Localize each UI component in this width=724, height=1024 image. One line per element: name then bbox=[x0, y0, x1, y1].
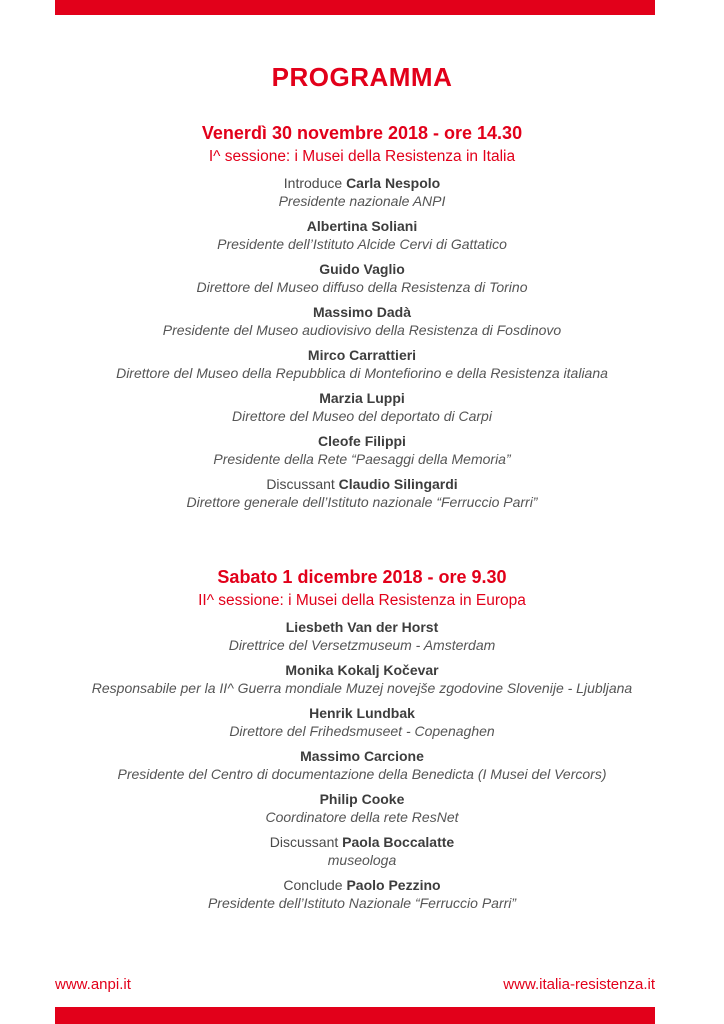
speaker-entry bbox=[0, 790, 724, 826]
speaker-line bbox=[0, 389, 724, 407]
speaker-entry bbox=[0, 217, 724, 253]
speaker-affiliation: Coordinatore della rete ResNet bbox=[265, 809, 459, 825]
page-title: PROGRAMMA bbox=[271, 62, 453, 92]
speaker-name: Carla Nespolo bbox=[346, 175, 441, 191]
speaker-name: Albertina Soliani bbox=[306, 218, 418, 234]
session-title: II^ sessione: i Musei della Resistenza in Europa bbox=[198, 592, 526, 609]
speaker-entry bbox=[0, 303, 724, 339]
speaker-affiliation: museologa bbox=[327, 852, 397, 868]
italia-resistenza-website-link[interactable]: www.italia-resistenza.it bbox=[503, 976, 655, 993]
speaker-line bbox=[0, 833, 724, 851]
speaker-name: Liesbeth Van der Horst bbox=[285, 619, 439, 635]
speaker-name: Philip Cooke bbox=[319, 791, 405, 807]
speaker-role-prefix: Introduce bbox=[283, 175, 347, 191]
speaker-line bbox=[0, 747, 724, 765]
speaker-line bbox=[0, 346, 724, 364]
speaker-line bbox=[0, 303, 724, 321]
speaker-entry bbox=[0, 475, 724, 511]
speaker-name: Massimo Carcione bbox=[300, 748, 424, 764]
session-date: Venerdì 30 novembre 2018 - ore 14.30 bbox=[201, 123, 523, 143]
speaker-affiliation: Direttore del Museo del deportato di Carpi bbox=[232, 408, 492, 424]
speaker-name: Massimo Dadà bbox=[312, 304, 412, 320]
speaker-affiliation: Responsabile per la II^ Guerra mondiale Muzej novejše zgodovine Slovenije - Ljubljana bbox=[91, 680, 633, 696]
speaker-role-prefix: Discussant bbox=[266, 476, 339, 492]
speaker-entry bbox=[0, 833, 724, 869]
speaker-line bbox=[0, 790, 724, 808]
speaker-line bbox=[0, 260, 724, 278]
session-date: Sabato 1 dicembre 2018 - ore 9.30 bbox=[217, 567, 507, 587]
speaker-affiliation: Direttore generale dell’Istituto nazionale “Ferruccio Parri” bbox=[186, 494, 538, 510]
speaker-affiliation: Presidente dell’Istituto Alcide Cervi di Gattatico bbox=[217, 236, 507, 252]
speaker-affiliation: Direttrice del Versetzmuseum - Amsterdam bbox=[228, 637, 496, 653]
speaker-affiliation: Presidente nazionale ANPI bbox=[278, 193, 446, 209]
speaker-affiliation: Direttore del Museo diffuso della Resistenza di Torino bbox=[196, 279, 528, 295]
speaker-line bbox=[0, 618, 724, 636]
speaker-entry bbox=[0, 432, 724, 468]
speaker-entry bbox=[0, 618, 724, 654]
speaker-entry bbox=[0, 661, 724, 697]
anpi-website-link[interactable]: www.anpi.it bbox=[55, 976, 131, 993]
speaker-line bbox=[0, 432, 724, 450]
speaker-name: Cleofe Filippi bbox=[318, 433, 406, 449]
speaker-affiliation: Presidente del Centro di documentazione della Benedicta (I Musei del Vercors) bbox=[117, 766, 607, 782]
speaker-entry bbox=[0, 389, 724, 425]
speaker-entry bbox=[0, 876, 724, 912]
speaker-entry bbox=[0, 260, 724, 296]
speaker-entry bbox=[0, 704, 724, 740]
session-1 bbox=[0, 122, 724, 511]
speaker-line bbox=[0, 174, 724, 192]
speaker-entry bbox=[0, 747, 724, 783]
speaker-affiliation: Direttore del Museo della Repubblica di Montefiorino e della Resistenza italiana bbox=[116, 365, 608, 381]
speaker-name: Guido Vaglio bbox=[319, 261, 405, 277]
speaker-line bbox=[0, 217, 724, 235]
speaker-list bbox=[0, 618, 724, 912]
bottom-accent-bar bbox=[55, 1007, 655, 1024]
speaker-role-prefix: Conclude bbox=[283, 877, 347, 893]
speaker-name: Henrik Lundbak bbox=[309, 705, 415, 721]
speaker-name: Mirco Carrattieri bbox=[307, 347, 417, 363]
speaker-line bbox=[0, 475, 724, 493]
speaker-line bbox=[0, 704, 724, 722]
session-title: I^ sessione: i Musei della Resistenza in Italia bbox=[208, 148, 516, 165]
speaker-line bbox=[0, 661, 724, 679]
speaker-entry bbox=[0, 174, 724, 210]
speaker-line bbox=[0, 876, 724, 894]
speaker-affiliation: Presidente dell’Istituto Nazionale “Ferruccio Parri” bbox=[207, 895, 517, 911]
speaker-entry bbox=[0, 346, 724, 382]
session-2 bbox=[0, 566, 724, 912]
speaker-role-prefix: Discussant bbox=[269, 834, 343, 850]
speaker-affiliation: Direttore del Frihedsmuseet - Copenaghen bbox=[229, 723, 495, 739]
speaker-name: Marzia Luppi bbox=[319, 390, 405, 406]
speaker-affiliation: Presidente del Museo audiovisivo della Resistenza di Fosdinovo bbox=[162, 322, 562, 338]
speaker-name: Claudio Silingardi bbox=[338, 476, 458, 492]
speaker-name: Paola Boccalatte bbox=[342, 834, 455, 850]
speaker-name: Monika Kokalj Kočevar bbox=[285, 662, 439, 678]
speaker-list bbox=[0, 174, 724, 511]
speaker-name: Paolo Pezzino bbox=[346, 877, 441, 893]
top-accent-bar bbox=[55, 0, 655, 15]
speaker-affiliation: Presidente della Rete “Paesaggi della Memoria” bbox=[213, 451, 511, 467]
